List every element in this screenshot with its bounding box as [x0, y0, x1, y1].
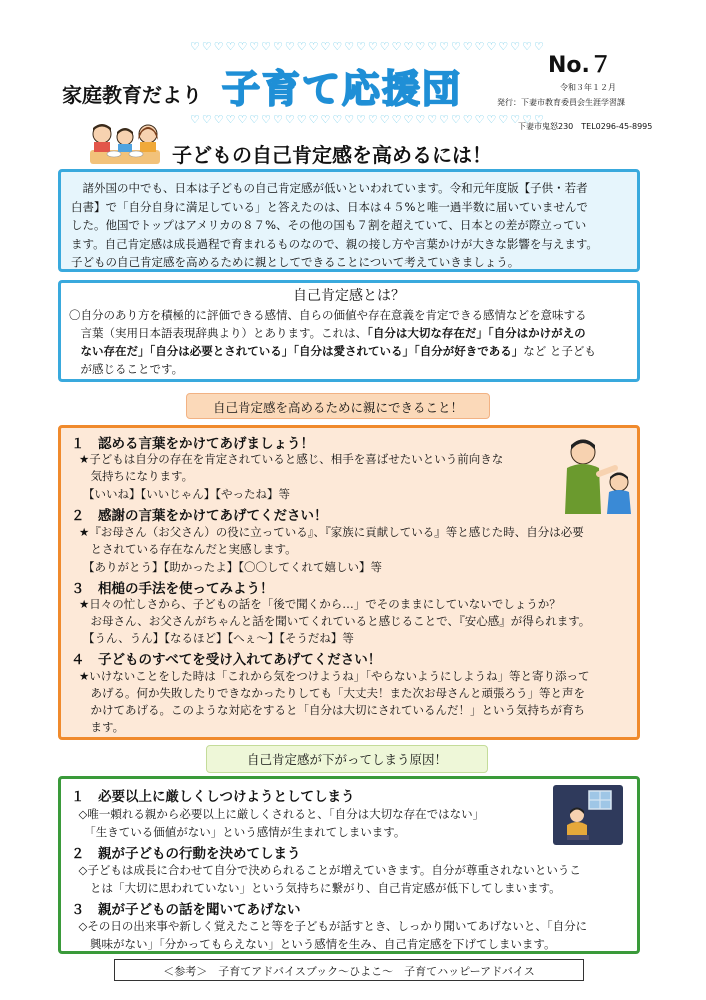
tip-line: ★『お母さん（お父さん）の役に立っている』、『家族に貢献している』等と感じた時、自分は必要: [79, 525, 584, 539]
cause-heading: ２ 親が子どもの行動を決めてしまう: [71, 846, 301, 862]
causes-box: [58, 776, 640, 954]
tip-examples: 【いいね】【いいじゃん】【やったね】等: [83, 487, 290, 501]
definition-line: [69, 342, 629, 360]
section2-label: 自己肯定感が下がってしまう原因！: [206, 745, 488, 773]
definition-title: 自己肯定感とは？: [293, 288, 405, 304]
heart-border-bottom: ♡♡♡♡♡♡♡♡♡♡♡♡♡♡♡♡♡♡♡♡♡♡♡♡♡♡♡♡♡♡: [190, 113, 546, 126]
cause-line: とは「大切に思われていない」という気持ちに繋がり、自己肯定感が低下してしまいます。: [67, 881, 561, 895]
issue-number: No.７: [548, 53, 612, 78]
tip-heading: １ 認める言葉をかけてあげましょう！: [71, 436, 314, 452]
contact-address: 下妻市鬼怒230 TEL0296-45-8995: [518, 122, 653, 131]
newsletter-series: 家庭教育だより: [62, 83, 202, 107]
tip-line: とされている存在なんだと実感します。: [79, 542, 297, 556]
tip-line: お母さん、お父さんがちゃんと話を聞いてくれていると感じることで、『安心感』が得られます。: [79, 614, 591, 628]
cause-line: ◇その日の出来事や新しく覚えたこと等を子どもが話すとき、しっかり聞いてあげないと、「自分に: [67, 919, 588, 933]
cause-line: ◇唯一頼れる親から必要以上に厳しくされると、「自分は大切な存在ではない」: [67, 807, 485, 821]
definition-text: 言葉（実用日本語表現辞典より）とあります。これは、: [69, 326, 368, 340]
cause-line: 興味がない」「分かってもらえない」という感情を生み、自己肯定感を下げてしまいます。: [67, 937, 556, 951]
reference-note: ＜参考＞ 子育てアドバイスブック～ひよこ～ 子育てハッピーアドバイス: [114, 959, 584, 981]
cause-line: ◇子どもは成長に合わせて自分で決められることが増えていきます。自分が尊重されないというこ: [67, 863, 581, 877]
intro-line: 諸外国の中でも、日本は子どもの自己肯定感が低いといわれています。令和元年度版【子供・若者: [71, 181, 588, 195]
parent-praising-child-illustration: [559, 434, 637, 520]
tip-heading: ２ 感謝の言葉をかけてあげてください！: [71, 508, 328, 524]
intro-line: した。他国でトップはアメリカの８７%、その他の国も７割を超えていて、日本との差が際立ってい: [71, 218, 587, 232]
tips-box: [58, 425, 640, 740]
intro-line: 白書】で「自分自身に満足している」と答えたのは、日本は４５%と唯一過半数に届いていませんで: [71, 199, 588, 214]
definition-box: [58, 280, 640, 382]
tip-line: あげる。何か失敗したりできなかったりしても「大丈夫！また次お母さんと頑張ろう」等と声を: [79, 686, 585, 700]
tip-line: ます。: [79, 720, 125, 734]
publisher: 発行：下妻市教育委員会生涯学習課: [497, 98, 625, 107]
definition-text: など と子ども: [523, 344, 596, 358]
tip-examples: 【うん、うん】【なるほど】【へぇ～】【そうだね】等: [83, 631, 354, 645]
family-dinner-illustration: [88, 120, 162, 166]
child-sitting-alone-illustration: [553, 785, 623, 845]
main-headline: 子どもの自己肯定感を高めるには！: [172, 143, 492, 167]
tip-examples: 【ありがとう】【助かったよ】【〇〇してくれて嬉しい】等: [83, 560, 382, 574]
tip-heading: ４ 子どものすべてを受け入れてあげてください！: [71, 652, 382, 668]
definition-line: [69, 324, 629, 342]
tip-line: 気持ちになります。: [79, 469, 194, 483]
heart-border-top: ♡♡♡♡♡♡♡♡♡♡♡♡♡♡♡♡♡♡♡♡♡♡♡♡♡♡♡♡♡♡: [190, 40, 546, 53]
definition-emphasis: 「自分は大切な存在だ」「自分はかけがえの: [367, 326, 586, 340]
definition-line: 〇自分のあり方を積極的に評価できる感情、自らの価値や存在意義を肯定できる感情などを意味する: [69, 308, 587, 322]
definition-emphasis: ない存在だ」「自分は必要とされている」「自分は愛されている」「自分が好きである」: [69, 344, 524, 358]
tip-line: ★子どもは自分の存在を肯定されていると感じ、相手を喜ばせたいという前向きな: [79, 452, 504, 466]
cause-heading: ３ 親が子どもの話を聞いてあげない: [71, 902, 301, 918]
intro-line: ます。自己肯定感は成長過程で育まれるものなので、親の接し方や言葉かけが大きな影響を与えます。: [71, 236, 598, 251]
tip-heading: ３ 相槌の手法を使ってみよう！: [71, 581, 274, 597]
cause-heading: １ 必要以上に厳しくしつけようとしてしまう: [71, 789, 355, 805]
definition-line: が感じることです。: [69, 362, 184, 376]
tip-line: かけてあげる。このような対応をすると「自分は大切にされているんだ！」という気持ちが育ち: [79, 703, 585, 717]
issue-date: 令和３年１２月: [560, 83, 616, 92]
tip-line: ★日々の忙しさから、子どもの話を「後で聞くから…」でそのままにしていないでしょうか？: [79, 597, 561, 611]
section1-label: 自己肯定感を高めるために親にできること！: [186, 393, 490, 419]
cause-line: 「生きている価値がない」という感情が生まれてしまいます。: [67, 825, 406, 839]
newsletter-title: 子育て応援団: [222, 67, 463, 111]
intro-line: 子どもの自己肯定感を高めるために親としてできることについて考えていきましょう。: [71, 255, 520, 269]
intro-box: [58, 169, 640, 272]
tip-line: ★いけないことをした時は「これから気をつけようね」「やらないようにしようね」等と寄り添って: [79, 669, 590, 683]
